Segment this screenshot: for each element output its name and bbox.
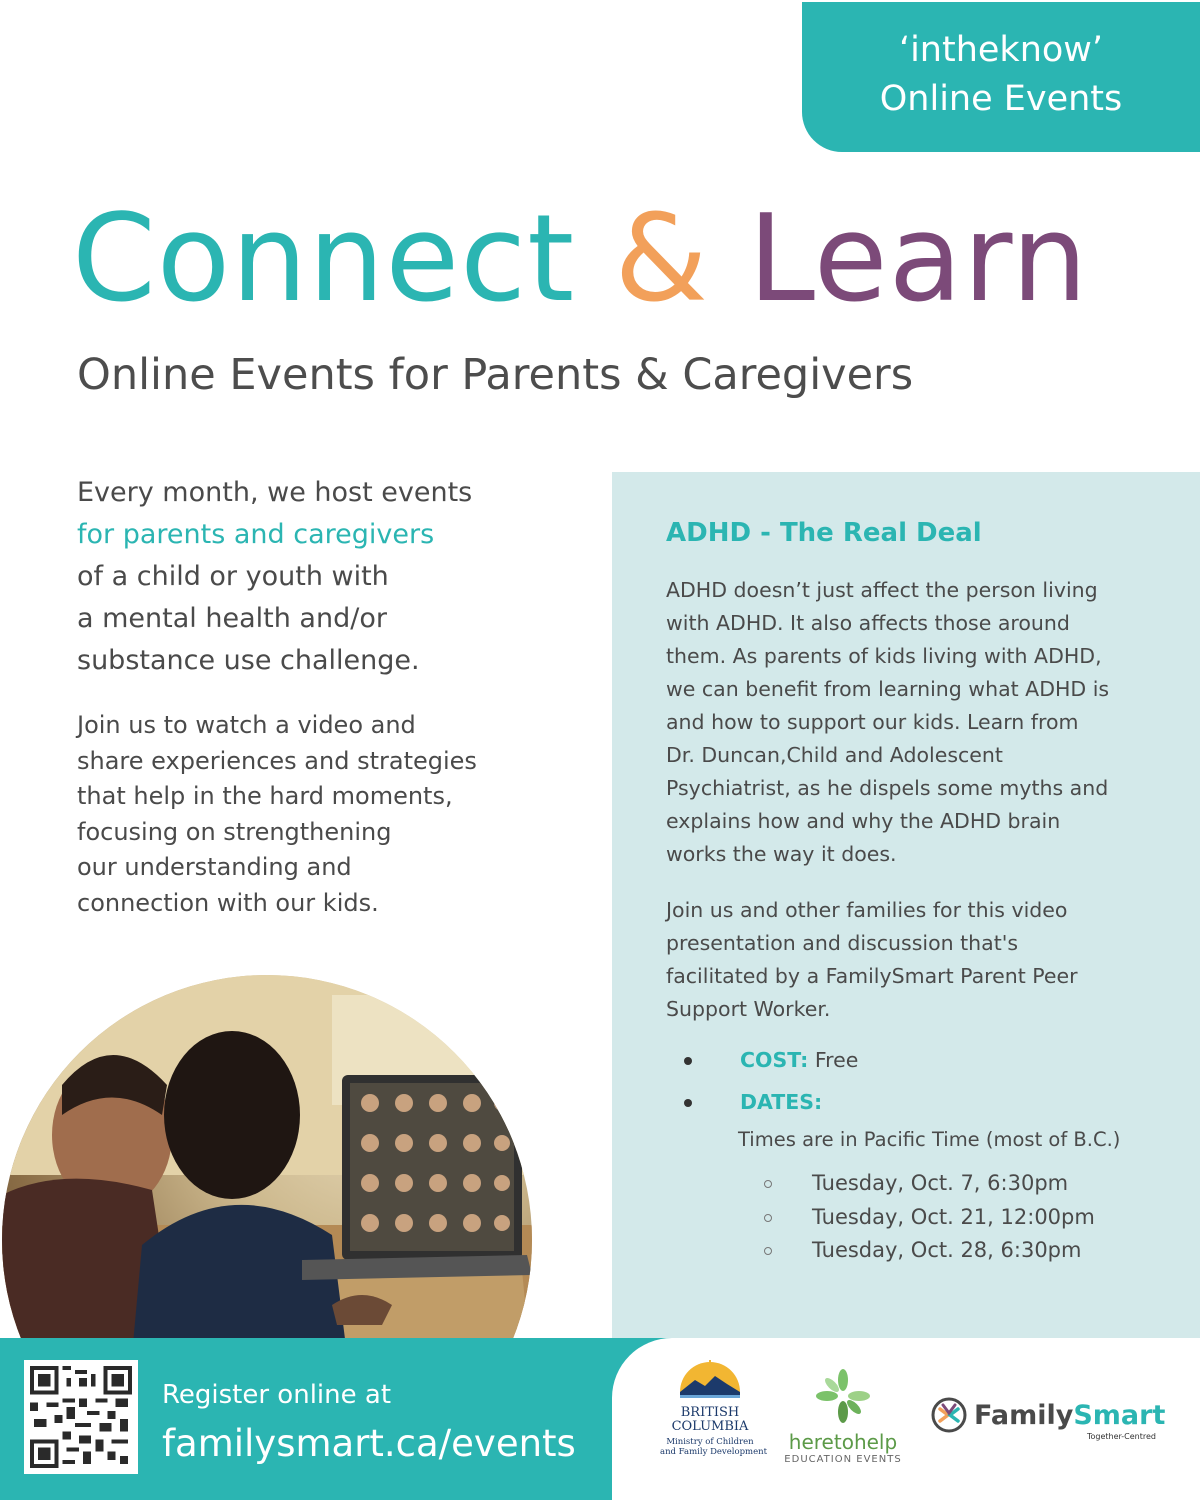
circle-bullet-icon [764, 1247, 772, 1255]
date-item [762, 1168, 1095, 1202]
intro-highlight: for parents and caregivers [77, 519, 435, 550]
description-line: and how to support our kids. Learn from [666, 710, 1079, 734]
banner-line-1: ‘intheknow’ [898, 30, 1104, 70]
cost-value: Free [814, 1048, 859, 1072]
qr-code-icon[interactable] [24, 1360, 138, 1474]
event-details-list [684, 1044, 858, 1128]
photo-circle [2, 975, 532, 1355]
description-line: Psychiatrist, as he dispels some myths and [666, 776, 1109, 800]
qr-code-graphic [30, 1366, 132, 1468]
register-url-link[interactable]: familysmart.ca/events [162, 1422, 576, 1465]
join-text-line: facilitated by a FamilySmart Parent Peer [666, 964, 1078, 988]
join-text-line: presentation and discussion that's [666, 931, 1019, 955]
join-text-line: Join us and other families for this video [666, 898, 1068, 922]
description-line: with ADHD. It also affects those around [666, 611, 1070, 635]
intro-line: of a child or youth with [77, 561, 389, 592]
timezone-note: Times are in Pacific Time (most of B.C.) [738, 1128, 1121, 1151]
join-line: our understanding and [77, 853, 352, 881]
bc-sun-logo-icon [675, 1360, 745, 1400]
bc-name-line: COLUMBIA [671, 1419, 749, 1434]
title-word-connect: Connect [72, 190, 576, 329]
event-join-text [666, 894, 1176, 1026]
familysmart-name-part2: Smart [1073, 1399, 1166, 1431]
join-text-line: Support Worker. [666, 997, 831, 1021]
bc-ministry-line: and Family Development [660, 1447, 768, 1457]
heretohelp-subtitle: EDUCATION EVENTS [784, 1454, 902, 1465]
bc-name [660, 1406, 760, 1434]
partner-logos-area [612, 1338, 1200, 1500]
date-item [762, 1202, 1095, 1236]
page-subtitle: Online Events for Parents & Caregivers [77, 350, 914, 400]
heretohelp-name: heretohelp [788, 1430, 898, 1454]
description-line: works the way it does. [666, 842, 897, 866]
footer-bar [0, 1338, 1200, 1500]
date-text: Tuesday, Oct. 7, 6:30pm [812, 1171, 1069, 1195]
bullet-dot-icon [684, 1099, 692, 1107]
intheknow-banner [802, 2, 1200, 152]
familysmart-name-part1: Family [974, 1399, 1074, 1431]
circle-bullet-icon [764, 1180, 772, 1188]
join-paragraph [77, 708, 547, 921]
dates-list [762, 1168, 1095, 1269]
bullet-dot-icon [684, 1057, 692, 1065]
heretohelp-logo [780, 1368, 906, 1465]
bc-name-line: BRITISH [680, 1405, 740, 1420]
description-line: them. As parents of kids living with ADHD, [666, 644, 1102, 668]
description-line: explains how and why the ADHD brain [666, 809, 1061, 833]
description-line: Dr. Duncan,Child and Adolescent [666, 743, 1003, 767]
join-line: share experiences and strategies [77, 746, 477, 775]
familysmart-circle-icon [930, 1396, 968, 1434]
date-item [762, 1235, 1095, 1269]
bc-logo [660, 1360, 768, 1457]
dates-label: DATES: [740, 1090, 823, 1114]
intro-line: Every month, we host events [77, 477, 473, 508]
family-video-call-photo [0, 975, 560, 1355]
intro-line: a mental health and/or [77, 603, 387, 634]
bc-ministry [660, 1437, 768, 1457]
cost-item [684, 1044, 858, 1086]
bc-ministry-line: Ministry of Children [666, 1437, 754, 1447]
join-line: connection with our kids. [77, 888, 379, 917]
description-line: ADHD doesn’t just affect the person living [666, 578, 1098, 602]
event-title: ADHD - The Real Deal [666, 518, 982, 548]
dates-item [684, 1086, 858, 1128]
familysmart-logo [930, 1396, 1170, 1441]
intro-line: substance use challenge. [77, 645, 420, 676]
intro-paragraph [77, 472, 547, 682]
date-text: Tuesday, Oct. 28, 6:30pm [812, 1238, 1082, 1262]
join-line: that help in the hard moments, [77, 782, 453, 810]
leaf-flower-icon [815, 1368, 871, 1424]
date-text: Tuesday, Oct. 21, 12:00pm [812, 1204, 1095, 1229]
event-description [666, 574, 1176, 871]
join-line: focusing on strengthening [77, 817, 392, 846]
page-title [72, 180, 1182, 340]
cost-label: COST: [740, 1048, 809, 1072]
familysmart-name [974, 1400, 1165, 1431]
title-word-learn: Learn [748, 190, 1089, 329]
photo-illustration [2, 975, 532, 1355]
familysmart-tagline: Together-Centred [1086, 1432, 1156, 1441]
familysmart-row [930, 1396, 1170, 1434]
join-line: Join us to watch a video and [77, 711, 416, 739]
banner-line-2: Online Events [879, 79, 1123, 119]
description-line: we can benefit from learning what ADHD is [666, 677, 1110, 701]
event-info-panel [612, 472, 1200, 1352]
register-label: Register online at [162, 1380, 392, 1410]
circle-bullet-icon [764, 1214, 772, 1222]
title-ampersand: & [614, 190, 709, 329]
